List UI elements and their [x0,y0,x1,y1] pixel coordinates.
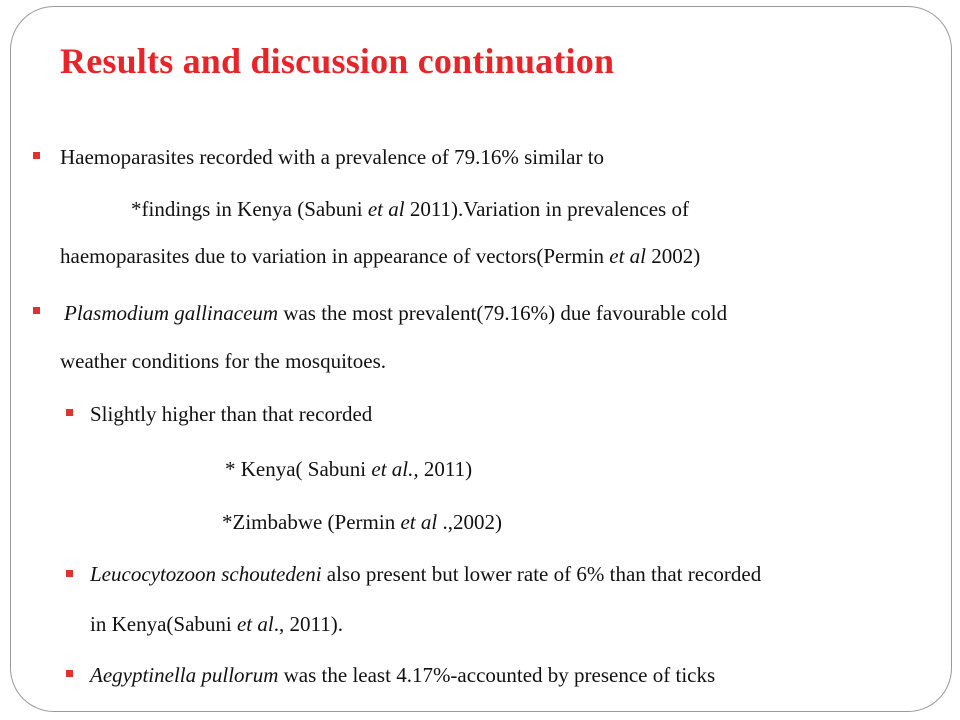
sub-bullet-marker [66,570,73,577]
sub-bullet-marker [66,670,73,677]
sub-bullet-1-line-1: Slightly higher than that recorded [90,402,373,426]
slide-title: Results and discussion continuation [60,41,615,81]
sub-bullet-2-line-2: in Kenya(Sabuni et al., 2011). [90,612,343,636]
sub-bullet-1-line-2: * Kenya( Sabuni et al., 2011) [225,457,473,481]
bullet-2-line-1: Plasmodium gallinaceum was the most prevalent(79.16%) due favourable cold [64,301,728,325]
sub-bullet-marker [66,409,73,416]
bullet-1-line-1: Haemoparasites recorded with a prevalence of 79.16% similar to [60,145,605,169]
bullet-marker [33,152,40,159]
sub-bullet-2-line-1: Leucocytozoon schoutedeni also present but lower rate of 6% than that recorded [90,562,762,586]
sub-bullet-3-line-1: Aegyptinella pullorum was the least 4.17%-accounted by presence of ticks [90,663,716,687]
bullet-marker [33,307,40,314]
bullet-1-line-3: haemoparasites due to variation in appearance of vectors(Permin et al 2002) [60,244,701,268]
bullet-2-line-2: weather conditions for the mosquitoes. [60,349,387,373]
sub-bullet-1-line-3: *Zimbabwe (Permin et al .,2002) [222,510,502,534]
bullet-1-line-2: *findings in Kenya (Sabuni et al 2011).Variation in prevalences of [131,197,689,221]
